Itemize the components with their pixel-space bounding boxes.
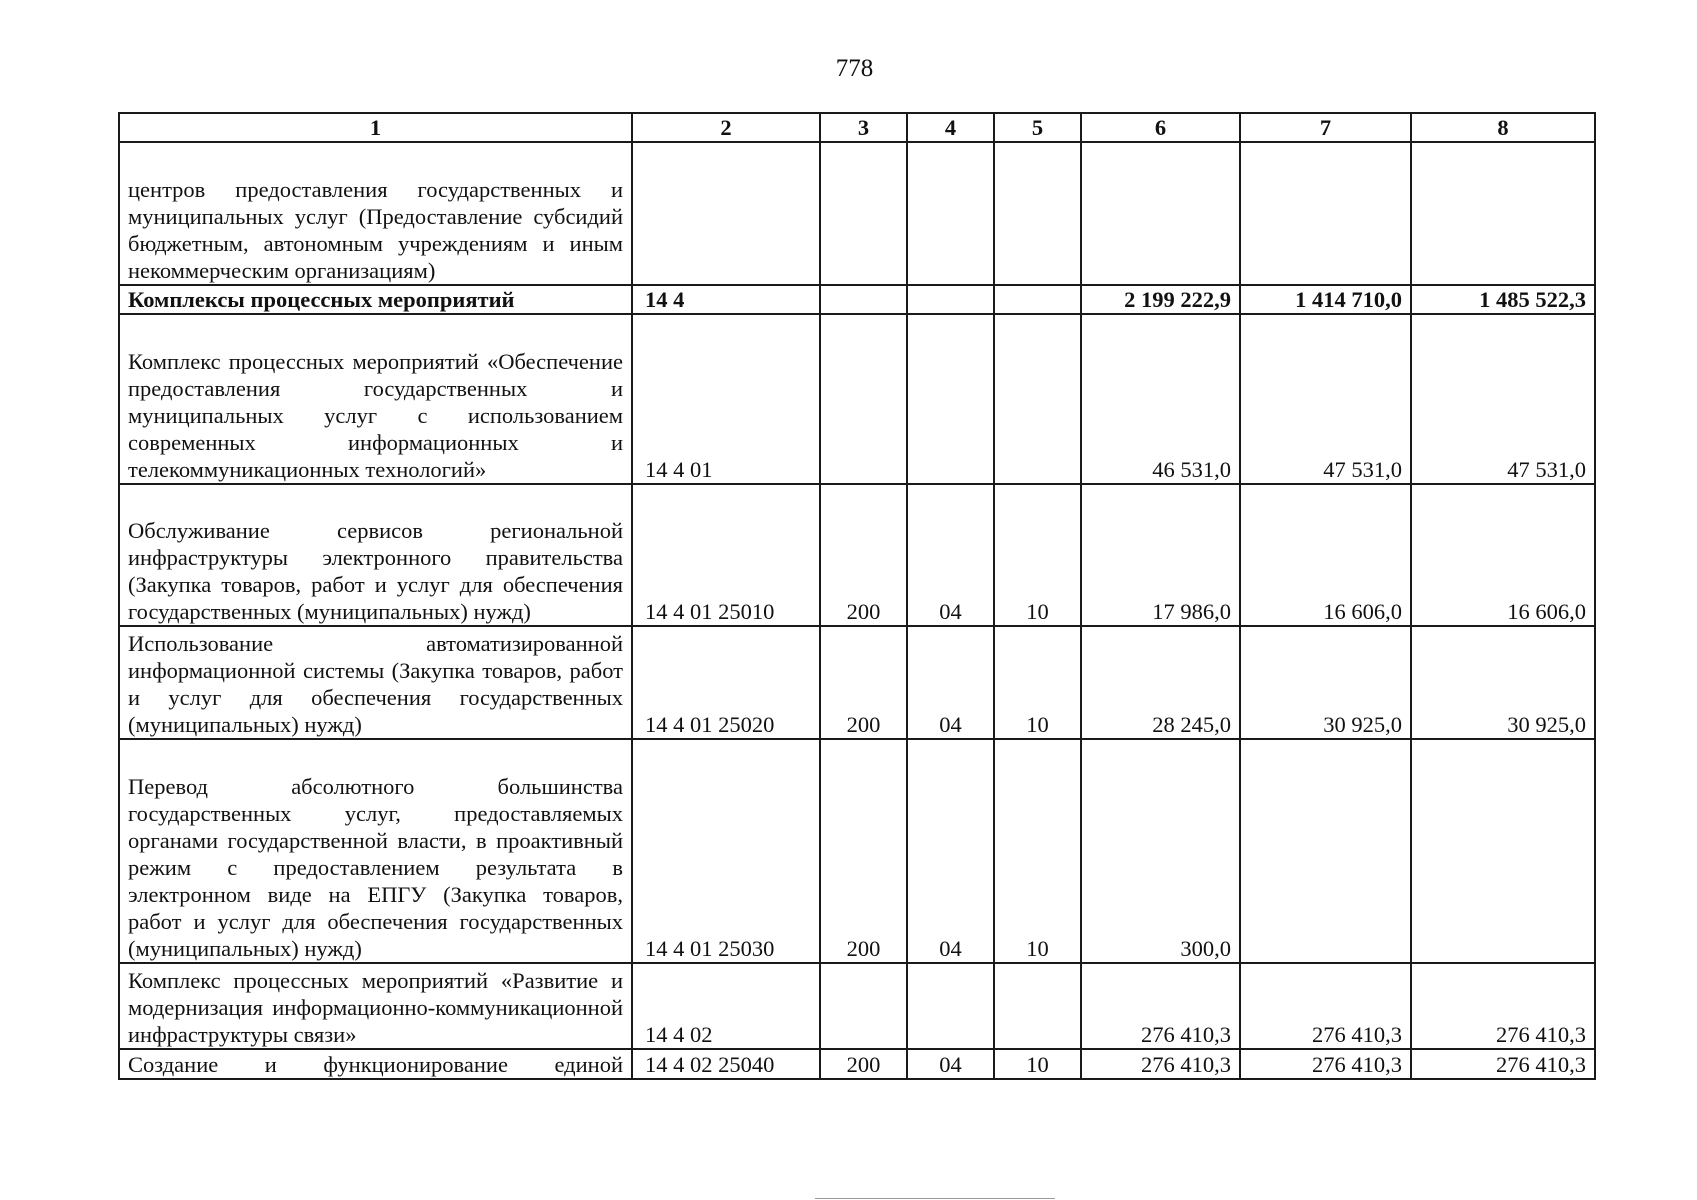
- row-value-6: 300,0: [1081, 739, 1240, 963]
- row-name: Использование автоматизированной информационной системы (Закупка товаров, работ и услуг для обеспечения государственных (муниципальных) нужд): [119, 626, 632, 739]
- row-value-6: 2 199 222,9: [1081, 285, 1240, 314]
- row-section-code: [907, 963, 994, 1049]
- row-type-code: 200: [820, 739, 907, 963]
- row-code: 14 4 01 25030: [632, 739, 820, 963]
- row-value-8: 1 485 522,3: [1411, 285, 1595, 314]
- row-value-8: [1411, 739, 1595, 963]
- page-number: 778: [835, 55, 874, 82]
- row-name: Перевод абсолютного большинства государственных услуг, предоставляемых органами государственной власти, в проактивный режим с предоставлением результата в электронном виде на ЕПГУ (Закупка товаров, работ и услуг для обеспечения государственных (муниципальных) нужд): [119, 739, 632, 963]
- row-section-code: [907, 285, 994, 314]
- table-row: [119, 963, 1595, 1049]
- row-type-code: [820, 314, 907, 484]
- row-value-7: 30 925,0: [1240, 626, 1411, 739]
- row-code: 14 4 01 25010: [632, 484, 820, 626]
- row-section-code: 04: [907, 739, 994, 963]
- row-code: 14 4: [632, 285, 820, 314]
- row-name: Комплексы процессных мероприятий: [119, 285, 632, 314]
- row-name: Комплекс процессных мероприятий «Развитие и модернизация информационно-коммуникационной инфраструктуры связи»: [119, 963, 632, 1049]
- row-section-code: 04: [907, 626, 994, 739]
- row-code: 14 4 01 25020: [632, 626, 820, 739]
- row-value-8: [1411, 142, 1595, 285]
- row-value-8: 47 531,0: [1411, 314, 1595, 484]
- row-code: 14 4 01: [632, 314, 820, 484]
- row-name: Обслуживание сервисов региональной инфраструктуры электронного правительства (Закупка товаров, работ и услуг для обеспечения государственных (муниципальных) нужд): [119, 484, 632, 626]
- column-header: 3: [820, 113, 907, 142]
- table-row: [119, 484, 1595, 626]
- column-header: 5: [994, 113, 1081, 142]
- table-row: [119, 285, 1595, 314]
- row-type-code: [820, 285, 907, 314]
- row-value-6: [1081, 142, 1240, 285]
- row-value-6: 276 410,3: [1081, 963, 1240, 1049]
- row-type-code: 200: [820, 1049, 907, 1079]
- row-value-6: 276 410,3: [1081, 1049, 1240, 1079]
- row-type-code: [820, 963, 907, 1049]
- row-value-8: 16 606,0: [1411, 484, 1595, 626]
- row-section-code: [907, 314, 994, 484]
- table-row: [119, 1049, 1595, 1079]
- row-subsection-code: 10: [994, 739, 1081, 963]
- row-subsection-code: 10: [994, 1049, 1081, 1079]
- row-name: центров предоставления государственных и муниципальных услуг (Предоставление субсидий бюджетным, автономным учреждениям и иным некоммерческим организациям): [119, 142, 632, 285]
- row-code: 14 4 02: [632, 963, 820, 1049]
- row-code: [632, 142, 820, 285]
- column-header: 7: [1240, 113, 1411, 142]
- column-header: 8: [1411, 113, 1595, 142]
- row-type-code: 200: [820, 484, 907, 626]
- row-name: Комплекс процессных мероприятий «Обеспечение предоставления государственных и муниципальных услуг с использованием современных информационных и телекоммуникационных технологий»: [119, 314, 632, 484]
- row-subsection-code: [994, 314, 1081, 484]
- table-row: [119, 142, 1595, 285]
- budget-table: [118, 112, 1596, 1080]
- row-type-code: 200: [820, 626, 907, 739]
- row-value-7: 16 606,0: [1240, 484, 1411, 626]
- row-subsection-code: [994, 142, 1081, 285]
- row-subsection-code: 10: [994, 626, 1081, 739]
- row-subsection-code: 10: [994, 484, 1081, 626]
- column-header: 4: [907, 113, 994, 142]
- table-row: [119, 626, 1595, 739]
- row-value-7: 47 531,0: [1240, 314, 1411, 484]
- row-value-6: 17 986,0: [1081, 484, 1240, 626]
- row-section-code: 04: [907, 484, 994, 626]
- row-type-code: [820, 142, 907, 285]
- row-value-8: 276 410,3: [1411, 1049, 1595, 1079]
- column-header: 6: [1081, 113, 1240, 142]
- row-subsection-code: [994, 285, 1081, 314]
- row-value-7: [1240, 739, 1411, 963]
- row-section-code: [907, 142, 994, 285]
- table-row: [119, 739, 1595, 963]
- row-value-8: 30 925,0: [1411, 626, 1595, 739]
- column-header: 1: [119, 113, 632, 142]
- row-value-7: 1 414 710,0: [1240, 285, 1411, 314]
- row-value-7: [1240, 142, 1411, 285]
- row-subsection-code: [994, 963, 1081, 1049]
- footer-divider: [815, 1198, 1055, 1199]
- row-name: Создание и функционирование единой: [119, 1049, 632, 1079]
- row-value-6: 46 531,0: [1081, 314, 1240, 484]
- row-value-6: 28 245,0: [1081, 626, 1240, 739]
- header-row: [119, 113, 1595, 142]
- column-header: 2: [632, 113, 820, 142]
- row-value-8: 276 410,3: [1411, 963, 1595, 1049]
- row-code: 14 4 02 25040: [632, 1049, 820, 1079]
- table-row: [119, 314, 1595, 484]
- row-value-7: 276 410,3: [1240, 1049, 1411, 1079]
- row-section-code: 04: [907, 1049, 994, 1079]
- row-value-7: 276 410,3: [1240, 963, 1411, 1049]
